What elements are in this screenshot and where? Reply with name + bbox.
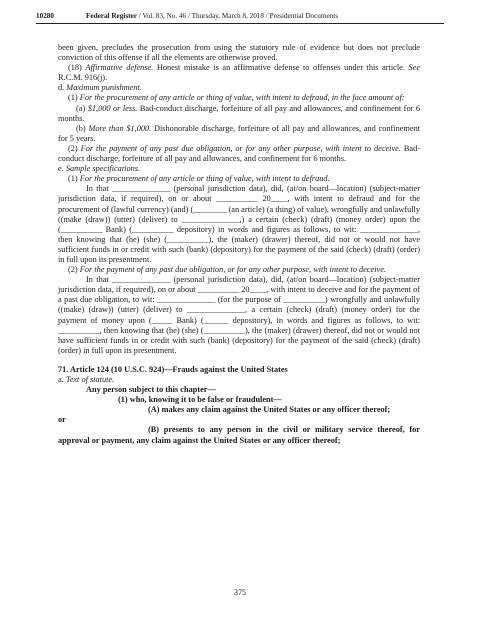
statute-line-1: Any person subject to this chapter— bbox=[86, 385, 216, 395]
section-gap bbox=[58, 356, 420, 365]
section-d-heading: d. Maximum punishment. bbox=[58, 83, 142, 93]
paragraph-e1-heading: (1) For the procurement of any article or thing of value, with intent to defraud. bbox=[68, 174, 330, 184]
paragraph-continuation: been given, precludes the prosecution from using the statutory rule of evidence but does not preclude conviction of this offense if all the elements are otherwise proved. bbox=[58, 43, 420, 63]
page-number-footer: 375 bbox=[234, 588, 246, 597]
paragraph-d1: (1) For the procurement of any article or thing of value, with intent to defraud, in the face amount of: bbox=[68, 93, 405, 103]
running-header bbox=[36, 12, 444, 24]
document-body bbox=[58, 43, 420, 446]
specification-e1: In that ______________ (personal jurisdiction data), did, (at/on board—location) (subject-matter jurisdiction data, if required), on or about __________ 20____, with intent to defraud and for the procurement of (lawful currency) (and) (________ (an article) (a thing) of value), wrongfully and unlawfully ((make (draw)) (utter) (deliver) to ______________,) a certain (check) (draft) (money order) upon the (__________ Bank) (__________ depository) in words and figures as follows, to wit: ______________, then knowing that (he) (she) (__________), the (maker) (drawer) thereof, did not or would not have sufficient funds in or credit with such (bank) (depository) for the payment of the said (check) (draft) (order) in full upon its presentment. bbox=[58, 184, 420, 264]
paragraph-d1b: (b) More than $1,000. Dishonorable discharge, forfeiture of all pay and allowances, and confinement for 5 years. bbox=[58, 123, 421, 143]
statute-line-2: (1) who, knowing it to be false or fraudulent— bbox=[118, 395, 282, 405]
section-e-heading: e. Sample specifications. bbox=[58, 164, 141, 174]
statute-or: or bbox=[58, 415, 66, 425]
heading-affirmative-defense: Affirmative defense. bbox=[85, 63, 154, 73]
paragraph-e2-heading: (2) For the payment of any past due obligation, or for any other purpose, with intent to deceive. bbox=[68, 265, 386, 275]
header-page-number: 10280 bbox=[36, 12, 54, 20]
statute-line-3: (A) makes any claim against the United States or any officer thereof; bbox=[148, 405, 391, 415]
see-signal: See bbox=[408, 63, 420, 73]
statute-line-4: (B) presents to any person in the civil or military service thereof, for approval or payment, any claim against the United States or any officer thereof; bbox=[58, 425, 420, 445]
paragraph-d2: (2) For the payment of any past due obligation, or for any other purpose, with intent to deceive. Bad-conduct discharge, forfeiture of all pay and allowances, and confinement for 6 months. bbox=[58, 143, 421, 164]
header-publication: Federal Register bbox=[86, 12, 137, 20]
article-title: 71. Article 124 (10 U.S.C. 924)—Frauds against the United States bbox=[58, 364, 288, 374]
paragraph-d1a: (a) $1,000 or less. Bad-conduct discharge, forfeiture of all pay and allowances, and confinement for 6 months. bbox=[58, 103, 420, 123]
section-a-heading: a. Text of statute. bbox=[58, 375, 115, 384]
paragraph-affirmative-defense: (18) Affirmative defense. Honest mistake is an affirmative defense to offenses under this article. See R.C.M. 916(j). bbox=[58, 63, 420, 83]
header-citation: / Vol. 83, No. 46 / Thursday, March 8, 2018 / Presidential Documents bbox=[136, 12, 339, 20]
specification-e2: In that ______________ (personal jurisdiction data), did, (at/on board—location) (subject-matter jurisdiction data, if required), on or about __________ 20____, with intent to deceive and for the payment of a past due obligation, to wit: ______________ (for the purpose of __________) wrongfully and unlawfully ((make) (draw)) (utter) (deliver) to ______________, a certain (check) (draft) (money order) for the payment of money upon (_____ Bank) (______ depository), in words and figures as follows, to wit: __________, then knowing that (he) (she) (__________), the (maker) (drawer) thereof, did not or would not have sufficient funds in or credit with such (bank) (depository) for the payment of the said (check) (draft) (order) in full upon its presentment. bbox=[58, 275, 420, 355]
